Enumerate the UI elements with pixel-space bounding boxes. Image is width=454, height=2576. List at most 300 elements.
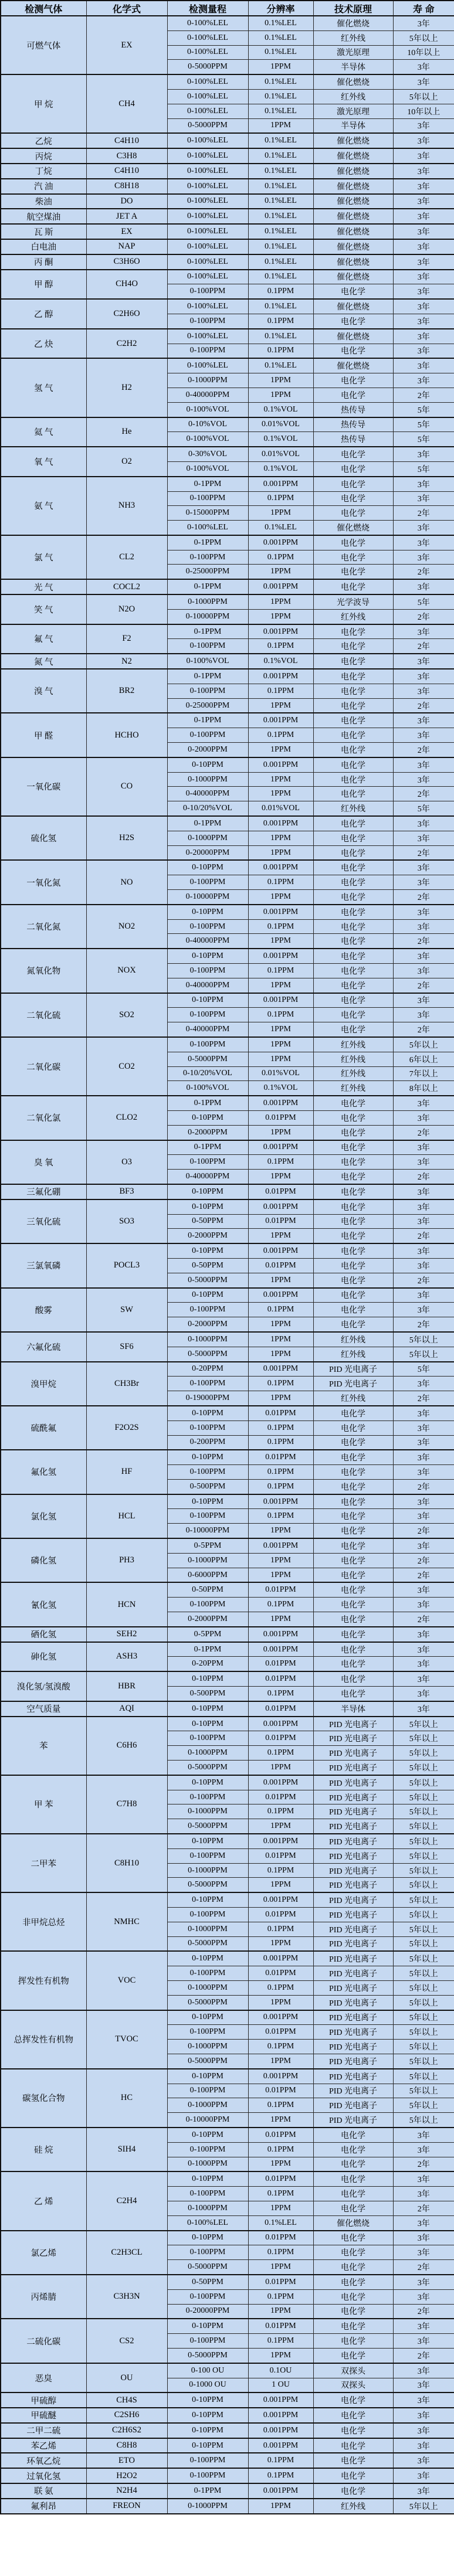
lifespan-cell: 5年以上: [393, 1863, 454, 1878]
gas-name: 一氧化碳: [1, 757, 86, 816]
gas-name: 溴甲烷: [1, 1362, 86, 1406]
principle-cell: PID 光电离子: [313, 2098, 393, 2113]
gas-formula: SEH2: [86, 1627, 167, 1642]
gas-formula: C4H10: [86, 164, 167, 179]
resolution-cell: 1PPM: [248, 743, 313, 757]
principle-cell: 电化学: [313, 2260, 393, 2275]
resolution-cell: 1PPM: [248, 609, 313, 624]
lifespan-cell: 3年: [393, 624, 454, 639]
lifespan-cell: 5年以上: [393, 1892, 454, 1907]
table-row: [1, 270, 454, 284]
resolution-cell: 0.01PPM: [248, 1214, 313, 1229]
range-cell: 0-1000PPM: [167, 594, 248, 609]
principle-cell: 电化学: [313, 1494, 393, 1509]
range-cell: 0-100%LEL: [167, 194, 248, 209]
principle-cell: 催化燃烧: [313, 148, 393, 164]
resolution-cell: 1PPM: [248, 1878, 313, 1892]
table-row: [1, 133, 454, 148]
principle-cell: 电化学: [313, 2128, 393, 2142]
resolution-cell: 1PPM: [248, 2260, 313, 2275]
resolution-cell: 1PPM: [248, 1125, 313, 1140]
table-row: [1, 1199, 454, 1214]
lifespan-cell: 5年以上: [393, 1922, 454, 1936]
principle-cell: 催化燃烧: [313, 16, 393, 30]
lifespan-cell: 3年: [393, 521, 454, 535]
resolution-cell: 1PPM: [248, 1391, 313, 1406]
lifespan-cell: 5年以上: [393, 1775, 454, 1790]
principle-cell: 电化学: [313, 2423, 393, 2438]
lifespan-cell: 2年: [393, 1229, 454, 1243]
gas-name: 非甲烷总烃: [1, 1892, 86, 1951]
principle-cell: 热传导: [313, 432, 393, 447]
lifespan-cell: 7年以上: [393, 1066, 454, 1081]
resolution-cell: 0.1PPM: [248, 2040, 313, 2054]
principle-cell: 半导体: [313, 1701, 393, 1717]
header-lifespan: 寿 命: [393, 1, 454, 16]
lifespan-cell: 3年: [393, 133, 454, 148]
header-gas: 检测气体: [1, 1, 86, 16]
range-cell: 0-10PPM: [167, 2319, 248, 2333]
table-row: [1, 1140, 454, 1155]
resolution-cell: 0.1PPM: [248, 2289, 313, 2304]
principle-cell: 电化学: [313, 1612, 393, 1627]
gas-name: 磷化氢: [1, 1538, 86, 1582]
table-row: [1, 2275, 454, 2289]
lifespan-cell: 3年: [393, 905, 454, 919]
resolution-cell: 1PPM: [248, 787, 313, 801]
resolution-cell: 0.01PPM: [248, 1966, 313, 1981]
principle-cell: 电化学: [313, 1170, 393, 1184]
table-row: [1, 1642, 454, 1657]
lifespan-cell: 3年: [393, 1303, 454, 1317]
range-cell: 0-1PPM: [167, 669, 248, 684]
resolution-cell: 0.1%LEL: [248, 30, 313, 45]
gas-formula: C7H8: [86, 1775, 167, 1834]
lifespan-cell: 5年以上: [393, 2054, 454, 2068]
range-cell: 0-100PPM: [167, 2468, 248, 2483]
principle-cell: 半导体: [313, 118, 393, 133]
gas-table-body: [1, 16, 454, 2514]
lifespan-cell: 5年: [393, 1362, 454, 1377]
resolution-cell: 0.001PPM: [248, 949, 313, 963]
lifespan-cell: 3年: [393, 299, 454, 314]
principle-cell: 电化学: [313, 2319, 393, 2333]
gas-formula: CO2: [86, 1037, 167, 1096]
principle-cell: 催化燃烧: [313, 239, 393, 254]
gas-formula: O3: [86, 1140, 167, 1184]
lifespan-cell: 2年: [393, 2201, 454, 2215]
resolution-cell: 0.1PPM: [248, 684, 313, 698]
range-cell: 0-100%LEL: [167, 254, 248, 270]
principle-cell: 催化燃烧: [313, 521, 393, 535]
header-range: 检测量程: [167, 1, 248, 16]
table-row: [1, 1406, 454, 1420]
lifespan-cell: 2年: [393, 609, 454, 624]
gas-name: 砷化氢: [1, 1642, 86, 1672]
resolution-cell: 0.001PPM: [248, 757, 313, 772]
lifespan-cell: 2年: [393, 1170, 454, 1184]
lifespan-cell: 3年: [393, 1140, 454, 1155]
table-row: [1, 624, 454, 639]
table-row: [1, 358, 454, 373]
resolution-cell: 0.1PPM: [248, 1435, 313, 1450]
range-cell: 0-10PPM: [167, 905, 248, 919]
principle-cell: 双探头: [313, 2378, 393, 2393]
table-row: [1, 224, 454, 239]
gas-name: 乙烷: [1, 133, 86, 148]
gas-name: 过氧化氢: [1, 2468, 86, 2483]
range-cell: 0-6000PPM: [167, 1568, 248, 1582]
principle-cell: PID 光电离子: [313, 1834, 393, 1848]
resolution-cell: 1PPM: [248, 388, 313, 402]
principle-cell: 红外线: [313, 89, 393, 104]
lifespan-cell: 2年: [393, 1125, 454, 1140]
range-cell: 0-1000PPM: [167, 1746, 248, 1761]
range-cell: 0-1PPM: [167, 579, 248, 594]
resolution-cell: 0.1PPM: [248, 1687, 313, 1701]
range-cell: 0-100%LEL: [167, 104, 248, 118]
lifespan-cell: 3年: [393, 669, 454, 684]
gas-name: 氯 气: [1, 535, 86, 579]
resolution-cell: 0.001PPM: [248, 1642, 313, 1657]
table-row: [1, 654, 454, 669]
resolution-cell: 0.1%LEL: [248, 2215, 313, 2230]
resolution-cell: 0.01PPM: [248, 2171, 313, 2186]
principle-cell: PID 光电离子: [313, 1717, 393, 1731]
range-cell: 0-100PPM: [167, 1908, 248, 1922]
range-cell: 0-100%VOL: [167, 461, 248, 476]
lifespan-cell: 5年以上: [393, 1347, 454, 1361]
resolution-cell: 0.01PPM: [248, 1110, 313, 1125]
principle-cell: 电化学: [313, 1465, 393, 1480]
gas-formula: CH4S: [86, 2393, 167, 2408]
gas-name: 硫化氢: [1, 816, 86, 860]
principle-cell: PID 光电离子: [313, 1951, 393, 1966]
resolution-cell: 1PPM: [248, 1819, 313, 1834]
lifespan-cell: 3年: [393, 1642, 454, 1657]
gas-formula: CO: [86, 757, 167, 816]
table-row: [1, 2408, 454, 2423]
range-cell: 0-10PPM: [167, 1406, 248, 1420]
lifespan-cell: 3年: [393, 1243, 454, 1258]
resolution-cell: 0.01PPM: [248, 2025, 313, 2040]
range-cell: 0-10PPM: [167, 1775, 248, 1790]
resolution-cell: 0.01PPM: [248, 1701, 313, 1717]
resolution-cell: 0.1PPM: [248, 1509, 313, 1524]
resolution-cell: 1PPM: [248, 1553, 313, 1568]
principle-cell: 电化学: [313, 978, 393, 993]
range-cell: 0-5000PPM: [167, 1052, 248, 1066]
lifespan-cell: 2年: [393, 934, 454, 949]
lifespan-cell: 3年: [393, 1687, 454, 1701]
principle-cell: 电化学: [313, 1671, 393, 1686]
principle-cell: 催化燃烧: [313, 74, 393, 89]
table-row: [1, 1288, 454, 1303]
gas-name: 甲 苯: [1, 1775, 86, 1834]
principle-cell: PID 光电离子: [313, 1362, 393, 1377]
lifespan-cell: 3年: [393, 2128, 454, 2142]
resolution-cell: 0.1%VOL: [248, 654, 313, 669]
table-row: [1, 2483, 454, 2499]
lifespan-cell: 3年: [393, 964, 454, 978]
resolution-cell: 1PPM: [248, 373, 313, 388]
lifespan-cell: 3年: [393, 358, 454, 373]
lifespan-cell: 3年: [393, 60, 454, 74]
lifespan-cell: 2年: [393, 698, 454, 713]
gas-name: 溴 气: [1, 669, 86, 713]
principle-cell: 电化学: [313, 1598, 393, 1612]
gas-formula: NO: [86, 860, 167, 904]
principle-cell: 红外线: [313, 1347, 393, 1361]
table-row: [1, 1096, 454, 1110]
resolution-cell: 0.1%LEL: [248, 194, 313, 209]
lifespan-cell: 3年: [393, 1657, 454, 1671]
table-row: [1, 2468, 454, 2483]
lifespan-cell: 5年以上: [393, 1804, 454, 1819]
range-cell: 0-1PPM: [167, 535, 248, 550]
resolution-cell: 0.1PPM: [248, 1303, 313, 1317]
table-row: [1, 1037, 454, 1052]
resolution-cell: 1PPM: [248, 772, 313, 787]
principle-cell: PID 光电离子: [313, 2113, 393, 2128]
principle-cell: 催化燃烧: [313, 209, 393, 224]
principle-cell: 电化学: [313, 905, 393, 919]
range-cell: 0-40000PPM: [167, 787, 248, 801]
resolution-cell: 1PPM: [248, 60, 313, 74]
principle-cell: 热传导: [313, 417, 393, 432]
lifespan-cell: 3年: [393, 74, 454, 89]
gas-name: 二氧化氮: [1, 905, 86, 949]
lifespan-cell: 2年: [393, 565, 454, 579]
principle-cell: PID 光电离子: [313, 1863, 393, 1878]
gas-name: 环氧乙烷: [1, 2453, 86, 2468]
lifespan-cell: 3年: [393, 1377, 454, 1391]
lifespan-cell: 5年以上: [393, 1878, 454, 1892]
resolution-cell: 1PPM: [248, 1273, 313, 1287]
range-cell: 0-20000PPM: [167, 2304, 248, 2319]
principle-cell: 电化学: [313, 284, 393, 299]
lifespan-cell: 3年: [393, 684, 454, 698]
lifespan-cell: 2年: [393, 1612, 454, 1627]
lifespan-cell: 3年: [393, 949, 454, 963]
resolution-cell: 1PPM: [248, 1022, 313, 1037]
lifespan-cell: 2年: [393, 388, 454, 402]
principle-cell: 电化学: [313, 1199, 393, 1214]
gas-formula: C4H10: [86, 133, 167, 148]
table-row: [1, 1834, 454, 1848]
lifespan-cell: 2年: [393, 1022, 454, 1037]
principle-cell: 热传导: [313, 402, 393, 417]
resolution-cell: 1PPM: [248, 506, 313, 521]
gas-formula: CL2: [86, 535, 167, 579]
range-cell: 0-1000PPM: [167, 1980, 248, 1995]
range-cell: 0-10PPM: [167, 949, 248, 963]
lifespan-cell: 3年: [393, 2245, 454, 2260]
principle-cell: 电化学: [313, 1155, 393, 1170]
principle-cell: 催化燃烧: [313, 254, 393, 270]
gas-name: 碳氢化合物: [1, 2069, 86, 2128]
gas-formula: NH3: [86, 477, 167, 535]
resolution-cell: 1PPM: [248, 594, 313, 609]
resolution-cell: 0.1PPM: [248, 1377, 313, 1391]
lifespan-cell: 3年: [393, 1435, 454, 1450]
range-cell: 0-1PPM: [167, 1642, 248, 1657]
gas-formula: N2H4: [86, 2483, 167, 2499]
lifespan-cell: 5年以上: [393, 2040, 454, 2054]
range-cell: 0-100%LEL: [167, 16, 248, 30]
resolution-cell: 0.001PPM: [248, 2393, 313, 2408]
lifespan-cell: 3年: [393, 2231, 454, 2245]
range-cell: 0-10PPM: [167, 1184, 248, 1199]
principle-cell: 电化学: [313, 1420, 393, 1435]
resolution-cell: 0.1PPM: [248, 284, 313, 299]
principle-cell: 红外线: [313, 1037, 393, 1052]
range-cell: 0-10PPM: [167, 1701, 248, 1717]
table-row: [1, 477, 454, 491]
resolution-cell: 0.1PPM: [248, 964, 313, 978]
resolution-cell: 1PPM: [248, 1170, 313, 1184]
resolution-cell: 0.1PPM: [248, 2187, 313, 2201]
lifespan-cell: 5年以上: [393, 2010, 454, 2025]
lifespan-cell: 3年: [393, 194, 454, 209]
table-row: [1, 2393, 454, 2408]
lifespan-cell: 3年: [393, 447, 454, 461]
resolution-cell: 0.1%VOL: [248, 461, 313, 476]
gas-name: 氰化氢: [1, 1582, 86, 1626]
lifespan-cell: 5年以上: [393, 1834, 454, 1848]
table-row: [1, 1671, 454, 1686]
range-cell: 0-100PPM: [167, 344, 248, 358]
principle-cell: 电化学: [313, 1435, 393, 1450]
range-cell: 0-1000PPM: [167, 1922, 248, 1936]
table-row: [1, 1892, 454, 1907]
resolution-cell: 1PPM: [248, 2304, 313, 2319]
range-cell: 0-500PPM: [167, 1479, 248, 1494]
gas-formula: SO2: [86, 993, 167, 1037]
gas-name: 汽 油: [1, 179, 86, 194]
table-row: [1, 594, 454, 609]
lifespan-cell: 10年以上: [393, 104, 454, 118]
resolution-cell: 0.1%LEL: [248, 104, 313, 118]
principle-cell: 电化学: [313, 1687, 393, 1701]
range-cell: 0-100PPM: [167, 284, 248, 299]
principle-cell: 电化学: [313, 314, 393, 328]
table-row: [1, 1362, 454, 1377]
gas-formula: HCL: [86, 1494, 167, 1538]
table-row: [1, 816, 454, 831]
table-row: [1, 1494, 454, 1509]
principle-cell: 红外线: [313, 801, 393, 816]
principle-cell: 电化学: [313, 875, 393, 890]
gas-name: 二硫化碳: [1, 2319, 86, 2363]
principle-cell: 催化燃烧: [313, 2215, 393, 2230]
range-cell: 0-100%VOL: [167, 1081, 248, 1096]
resolution-cell: 0.001PPM: [248, 477, 313, 491]
range-cell: 0-10PPM: [167, 1110, 248, 1125]
gas-formula: N2O: [86, 594, 167, 624]
lifespan-cell: 2年: [393, 1524, 454, 1538]
range-cell: 0-100%LEL: [167, 239, 248, 254]
gas-formula: F2O2S: [86, 1406, 167, 1450]
range-cell: 0-10PPM: [167, 2231, 248, 2245]
gas-formula: F2: [86, 624, 167, 654]
resolution-cell: 0.001PPM: [248, 1362, 313, 1377]
gas-name: 硅 烷: [1, 2128, 86, 2171]
range-cell: 0-25000PPM: [167, 698, 248, 713]
range-cell: 0-100%LEL: [167, 133, 248, 148]
lifespan-cell: 2年: [393, 978, 454, 993]
principle-cell: 催化燃烧: [313, 358, 393, 373]
range-cell: 0-10PPM: [167, 1834, 248, 1848]
lifespan-cell: 2年: [393, 2304, 454, 2319]
range-cell: 0-5PPM: [167, 1538, 248, 1553]
principle-cell: 电化学: [313, 2157, 393, 2171]
resolution-cell: 0.1PPM: [248, 1155, 313, 1170]
principle-cell: 电化学: [313, 1479, 393, 1494]
table-row: [1, 16, 454, 30]
range-cell: 0-5000PPM: [167, 1995, 248, 2010]
resolution-cell: 0.01PPM: [248, 2084, 313, 2098]
principle-cell: 电化学: [313, 831, 393, 845]
gas-name: 三氧化硫: [1, 1199, 86, 1243]
range-cell: 0-5000PPM: [167, 118, 248, 133]
resolution-cell: 0.1%LEL: [248, 521, 313, 535]
gas-name: 氧 气: [1, 447, 86, 477]
principle-cell: 电化学: [313, 2187, 393, 2201]
range-cell: 0-100%LEL: [167, 179, 248, 194]
resolution-cell: 0.1PPM: [248, 2468, 313, 2483]
table-row: [1, 417, 454, 432]
range-cell: 0-15000PPM: [167, 506, 248, 521]
principle-cell: PID 光电离子: [313, 2054, 393, 2068]
gas-formula: NAP: [86, 239, 167, 254]
range-cell: 0-1000 OU: [167, 2378, 248, 2393]
range-cell: 0-100PPM: [167, 1037, 248, 1052]
principle-cell: 电化学: [313, 1657, 393, 1671]
header-row: [1, 1, 454, 16]
resolution-cell: 1PPM: [248, 2157, 313, 2171]
principle-cell: 红外线: [313, 1081, 393, 1096]
gas-name: 总挥发性有机物: [1, 2010, 86, 2069]
gas-name: 二甲二硫: [1, 2423, 86, 2438]
gas-formula: FREON: [86, 2499, 167, 2514]
lifespan-cell: 3年: [393, 2423, 454, 2438]
gas-name: 乙 烯: [1, 2171, 86, 2230]
principle-cell: 电化学: [313, 2468, 393, 2483]
resolution-cell: 1PPM: [248, 845, 313, 860]
range-cell: 0-100PPM: [167, 1465, 248, 1480]
gas-name: 二氧化氯: [1, 1096, 86, 1140]
range-cell: 0-5PPM: [167, 1627, 248, 1642]
lifespan-cell: 3年: [393, 2408, 454, 2423]
lifespan-cell: 5年以上: [393, 1790, 454, 1804]
principle-cell: 电化学: [313, 639, 393, 654]
resolution-cell: 0.1%VOL: [248, 402, 313, 417]
gas-name: 一氧化氮: [1, 860, 86, 904]
principle-cell: 电化学: [313, 2275, 393, 2289]
lifespan-cell: 5年以上: [393, 1980, 454, 1995]
header-formula: 化学式: [86, 1, 167, 16]
resolution-cell: 0.001PPM: [248, 579, 313, 594]
lifespan-cell: 2年: [393, 787, 454, 801]
resolution-cell: 1PPM: [248, 565, 313, 579]
table-row: [1, 757, 454, 772]
table-row: [1, 179, 454, 194]
gas-formula: C2SH6: [86, 2408, 167, 2423]
resolution-cell: 0.1%LEL: [248, 89, 313, 104]
principle-cell: 电化学: [313, 684, 393, 698]
principle-cell: 电化学: [313, 1214, 393, 1229]
